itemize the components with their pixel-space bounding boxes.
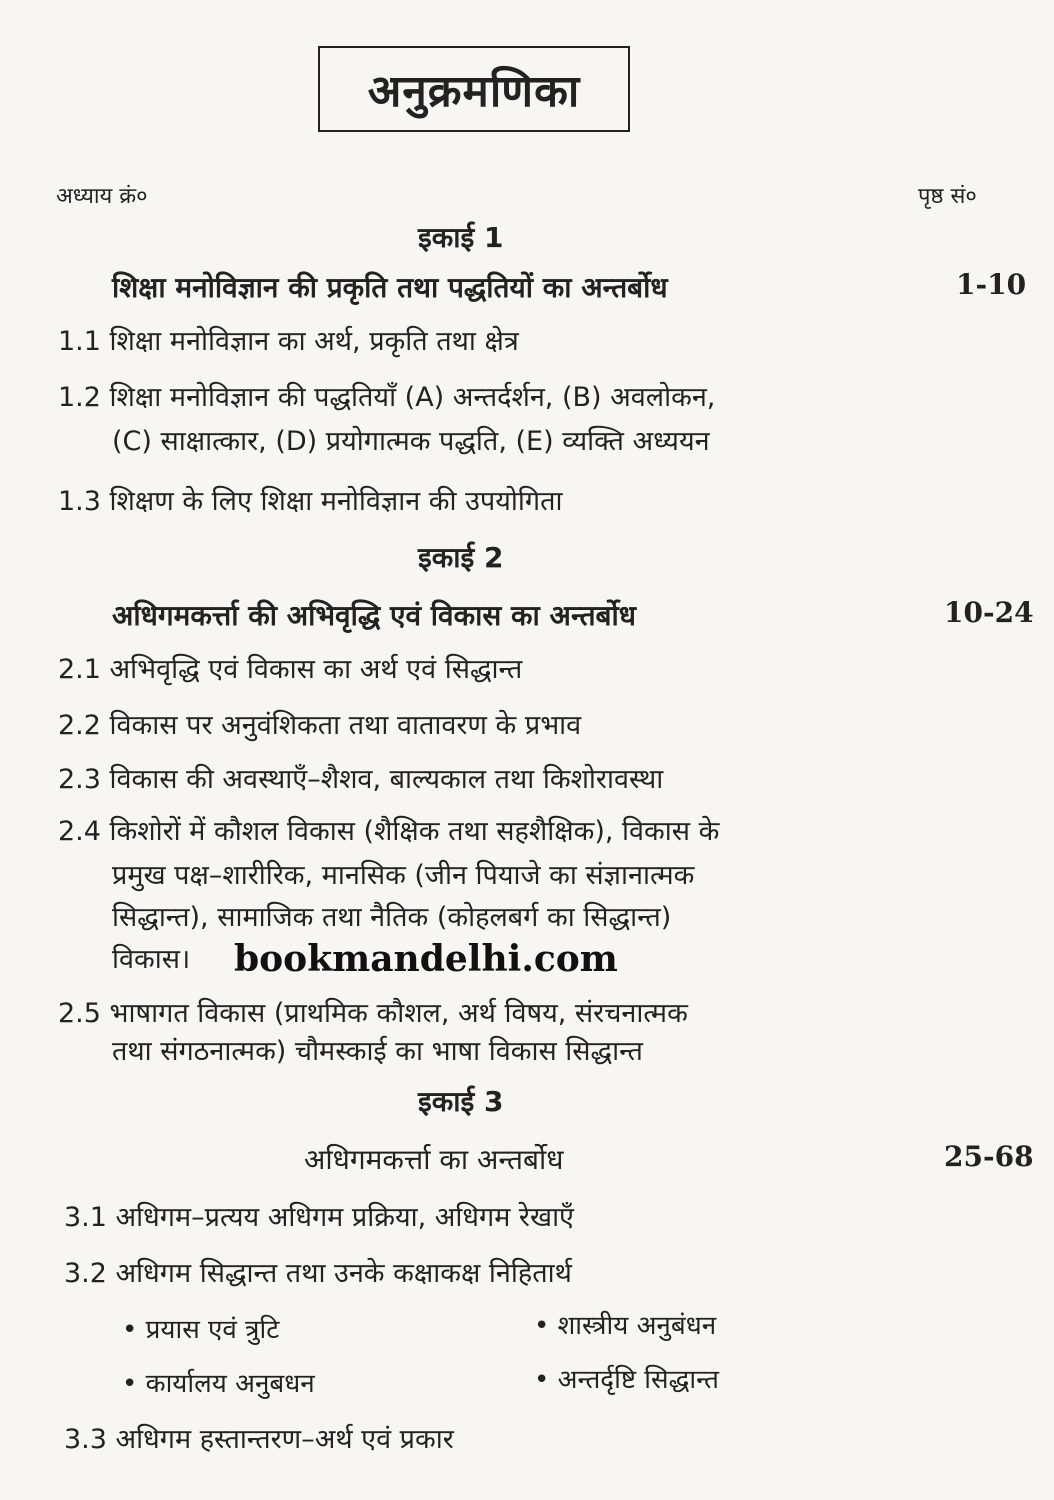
- bullet-text: शास्त्रीय अनुबंधन: [557, 1311, 717, 1341]
- list-item: [64, 1250, 572, 1298]
- item-text: अधिगम–प्रत्यय अधिगम प्रक्रिया, अधिगम रेखाएँ: [115, 1202, 574, 1233]
- item-text: अधिगम सिद्धान्त तथा उनके कक्षाकक्ष निहितार्थ: [115, 1258, 572, 1289]
- unit-1-pages: 1-10: [956, 268, 1027, 301]
- item-text: विकास की अवस्थाएँ–शैशव, बाल्यकाल तथा किशोरावस्था: [109, 764, 664, 795]
- bullet-item: [534, 1356, 719, 1404]
- bullet-dot-icon: •: [534, 1311, 550, 1341]
- item-number: 2.3: [58, 764, 101, 795]
- bullet-text: प्रयास एवं त्रुटि: [145, 1315, 280, 1345]
- list-item: [58, 318, 519, 366]
- list-item: [58, 646, 522, 694]
- list-item: [58, 374, 715, 422]
- item-number: 1.1: [58, 326, 101, 357]
- item-text-continued: प्रमुख पक्ष–शारीरिक, मानसिक (जीन पियाजे का संज्ञानात्मक: [112, 860, 695, 891]
- item-number: 3.2: [64, 1258, 107, 1289]
- list-item: [58, 808, 719, 856]
- bullet-dot-icon: •: [122, 1369, 138, 1399]
- page-number-header: पृष्ठ सं०: [918, 184, 977, 209]
- chapter-number-header: अध्याय क्रं०: [56, 184, 148, 209]
- item-number: 2.1: [58, 654, 101, 685]
- item-number: 2.5: [58, 998, 101, 1029]
- item-text: शिक्षा मनोविज्ञान की पद्धतियाँ (A) अन्तर्दर्शन, (B) अवलोकन,: [109, 382, 716, 413]
- bullet-text: अन्तर्दृष्टि सिद्धान्त: [557, 1365, 719, 1395]
- item-text: अधिगम हस्तान्तरण–अर्थ एवं प्रकार: [115, 1424, 454, 1455]
- list-item: [64, 1416, 454, 1464]
- item-number: 3.1: [64, 1202, 107, 1233]
- item-text: अभिवृद्धि एवं विकास का अर्थ एवं सिद्धान्त: [109, 654, 523, 685]
- bullet-text: कार्यालय अनुबधन: [145, 1369, 315, 1399]
- item-number: 2.4: [58, 816, 101, 847]
- item-number: 1.2: [58, 382, 101, 413]
- unit-2-title: अधिगमकर्त्ता की अभिवृद्धि एवं विकास का अन्तर्बोध: [112, 599, 636, 632]
- unit-3-title: अधिगमकर्त्ता का अन्तर्बोध: [304, 1143, 564, 1176]
- unit-1-label: इकाई 1: [418, 221, 504, 254]
- list-item: [64, 1194, 574, 1242]
- item-text-continued: सिद्धान्त), सामाजिक तथा नैतिक (कोहलबर्ग का सिद्धान्त): [112, 902, 672, 933]
- item-number: 1.3: [58, 486, 101, 517]
- bullet-item: [122, 1306, 279, 1354]
- item-text: भाषागत विकास (प्राथमिक कौशल, अर्थ विषय, संरचनात्मक: [109, 998, 688, 1029]
- list-item: [58, 756, 663, 804]
- page-title: अनुक्रमणिका: [318, 46, 630, 132]
- item-number: 3.3: [64, 1424, 107, 1455]
- item-text-continued: विकास।: [112, 944, 191, 975]
- unit-2-pages: 10-24: [944, 596, 1034, 629]
- bullet-item: [122, 1360, 315, 1408]
- bullet-dot-icon: •: [534, 1365, 550, 1395]
- item-text: शिक्षा मनोविज्ञान का अर्थ, प्रकृति तथा क्षेत्र: [109, 326, 519, 357]
- unit-1-title: शिक्षा मनोविज्ञान की प्रकृति तथा पद्धतियों का अन्तर्बोध: [112, 271, 668, 304]
- item-text-continued: (C) साक्षात्कार, (D) प्रयोगात्मक पद्धति, (E) व्यक्ति अध्ययन: [112, 426, 710, 457]
- bullet-dot-icon: •: [122, 1315, 138, 1345]
- item-number: 2.2: [58, 710, 101, 741]
- watermark: bookmandelhi.com: [234, 938, 618, 980]
- item-text: शिक्षण के लिए शिक्षा मनोविज्ञान की उपयोगिता: [109, 486, 563, 517]
- unit-3-pages: 25-68: [944, 1140, 1034, 1173]
- unit-2-label: इकाई 2: [418, 541, 504, 574]
- item-text-continued: तथा संगठनात्मक) चौमस्काई का भाषा विकास सिद्धान्त: [112, 1036, 643, 1067]
- bullet-item: [534, 1302, 716, 1350]
- unit-3-label: इकाई 3: [418, 1085, 504, 1118]
- item-text: विकास पर अनुवंशिकता तथा वातावरण के प्रभाव: [109, 710, 582, 741]
- list-item: [58, 702, 581, 750]
- item-text: किशोरों में कौशल विकास (शैक्षिक तथा सहशैक्षिक), विकास के: [109, 816, 720, 847]
- list-item: [58, 478, 562, 526]
